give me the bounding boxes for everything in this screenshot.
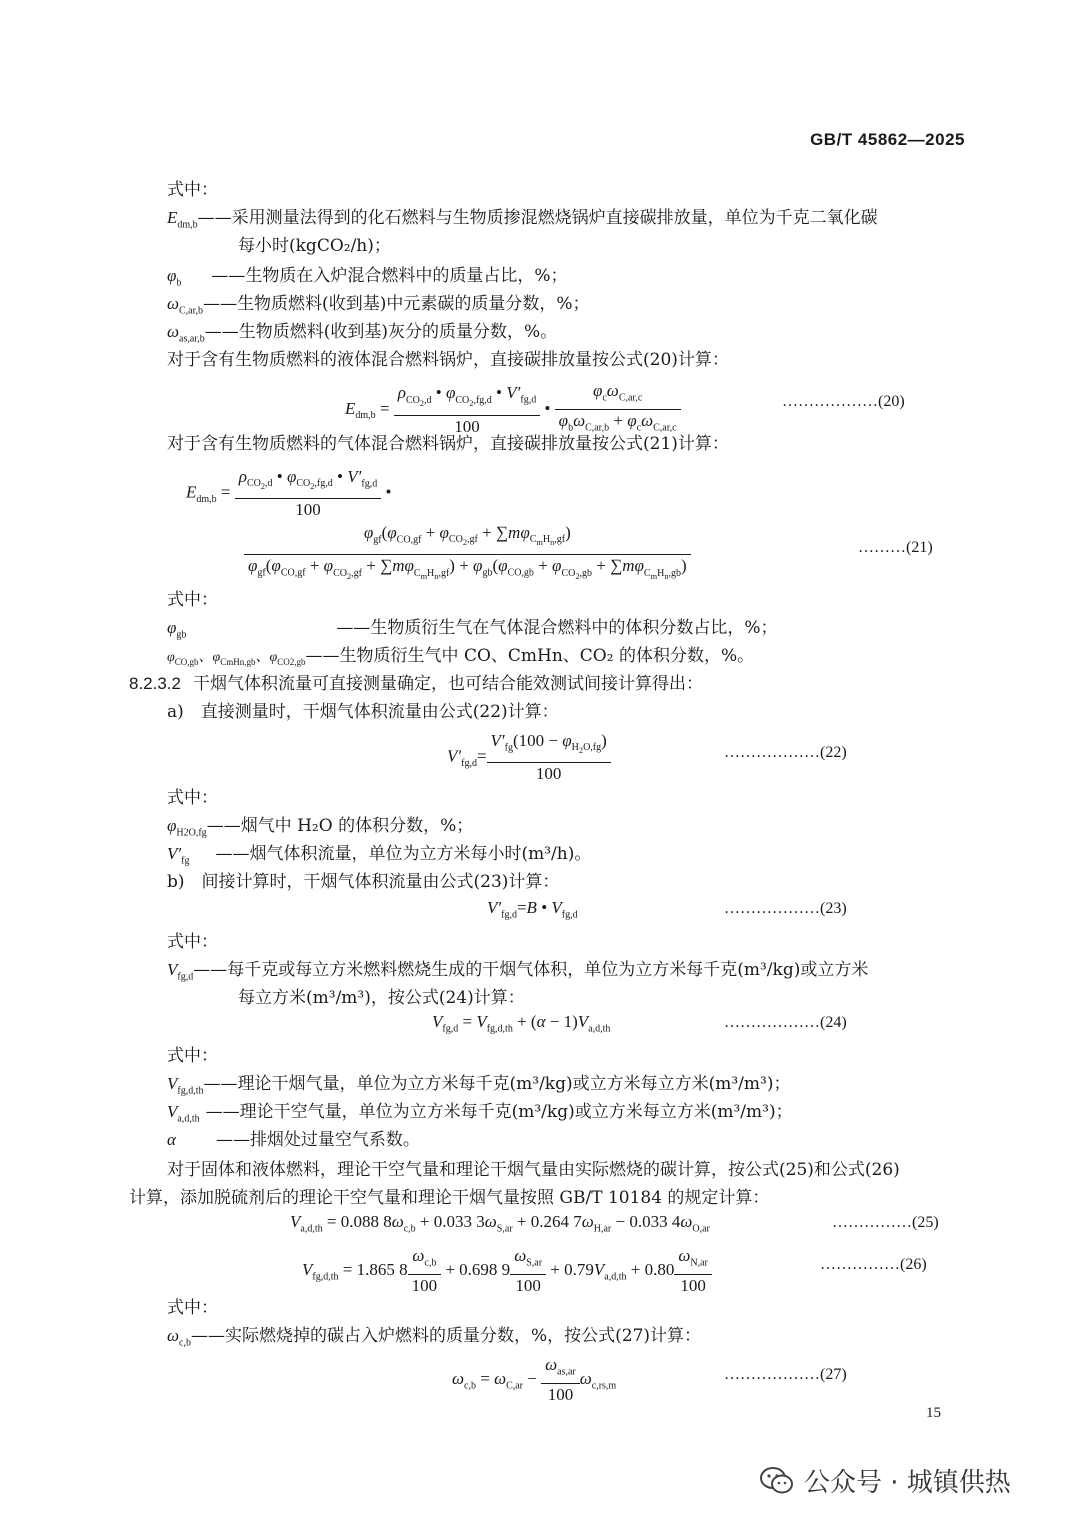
equation-27: $\omega_{c,b} = \omega_{C,ar}$ − $\frac{\omega_{as,ar}}{100}$ $\omega_{c,rs,m}$	[452, 1355, 617, 1405]
def-edmb-text: ——采用测量法得到的化石燃料与生物质掺混燃烧锅炉直接碳排放量，单位为千克二氧化碳	[197, 208, 878, 228]
def-wcb-text: ——实际燃烧掉的碳占入炉燃料的质量分数，%，按公式(27)计算：	[190, 1326, 702, 1346]
where-label: 式中：	[167, 180, 218, 200]
para-25-line2: 计算，添加脱硫剂后的理论干空气量和理论干烟气量按照 GB/T 10184 的规定计算：	[129, 1188, 770, 1208]
def-vfgd: $V_{fg,d}——$每千克或每立方米燃料燃烧生成的干烟气体积，单位为立方米每千克(m³/kg)或立方米	[167, 960, 869, 983]
eq20-den: 100	[454, 416, 480, 436]
def-wasarb: $\omega_{as,ar,b}——$生物质燃料(收到基)灰分的质量分数，%。	[167, 322, 558, 345]
def-phigb: $\varphi_{gb}$ ——生物质衍生气在气体混合燃料中的体积分数占比，%；	[167, 618, 778, 641]
section-text: 干烟气体积流量可直接测量确定，也可结合能效测试间接计算得出：	[193, 674, 703, 694]
def-vfgd-text: ——每千克或每立方米燃料燃烧生成的干烟气体积，单位为立方米每千克(m³/kg)或立方米	[193, 960, 869, 980]
equation-21-part2: $\varphi_{gf}(\varphi_{CO,gf} + \varphi_{CO_2,gf} + \sum m\varphi_{C_mH_n,gf})$ $\varphi_{gf}(\varphi_{CO,gf} + \varphi_{CO_2,gf} + \sum m\varphi_{C_mH_n,gf}) + \varphi_{gb}(\varphi_{CO,gb} + \varphi_{CO_2,gb} + \sum m\varphi_{C_mH_n,gb})$	[244, 522, 691, 588]
where-label-3: 式中：	[167, 788, 218, 808]
section-8-2-3-2	[129, 670, 703, 698]
def-wcb: $\omega_{c,b}——$实际燃烧掉的碳占入炉燃料的质量分数，%，按公式(27)计算：	[167, 1326, 702, 1349]
equation-26: $V_{fg,d,th} = 1.865$ 8 $\frac{\omega_{c,b}}{100}$ + 0.698 9 $\frac{\omega_{S,ar}}{100}$ + $0.79V_{a,d,th} + 0.80$ $\frac{\omega_{N,ar}}{100}$	[302, 1245, 712, 1297]
def-phico: $\varphi_{CO,gb}$、$\varphi_{CmHn,gb}$、$\varphi_{CO2,gb}——$生物质衍生气中 CO、CmHn、CO₂ 的体积分数，%。	[167, 646, 755, 667]
watermark	[760, 1462, 1011, 1499]
eq24-number: ………………(24)	[724, 1014, 847, 1031]
equation-24: $V_{fg,d} = V_{fg,d,th} + (\alpha - 1)V_{a,d,th}$	[432, 1012, 611, 1035]
standard-number: GB/T 45862—2025	[810, 130, 965, 149]
gas-intro: 对于含有生物质燃料的气体混合燃料锅炉，直接碳排放量按公式(21)计算：	[167, 434, 729, 454]
def-wcarb: $\omega_{C,ar,b}——$生物质燃料(收到基)中元素碳的质量分数，%；	[167, 294, 590, 317]
item-a: a) 直接测量时，干烟气体积流量由公式(22)计算：	[167, 702, 559, 722]
eq26-den-3: 100	[680, 1276, 706, 1296]
def-wasarb-text: ——生物质燃料(收到基)灰分的质量分数，%。	[204, 322, 558, 342]
eq21-den: 100	[295, 500, 321, 520]
eq26-den-2: 100	[515, 1276, 541, 1296]
eq21-number: ………(21)	[858, 539, 933, 556]
def-vadth-text: ——理论干空气量，单位为立方米每千克(m³/kg)或立方米每立方米(m³/m³)；	[205, 1102, 793, 1122]
def-vfgdth: $V_{fg,d,th}——$理论干烟气量，单位为立方米每千克(m³/kg)或立方米每立方米(m³/m³)；	[167, 1074, 791, 1097]
def-vfgd-cont: 每立方米(m³/m³)，按公式(24)计算：	[238, 988, 525, 1008]
def-vadth: $V_{a,d,th}$ ——理论干空气量，单位为立方米每千克(m³/kg)或立方米每立方米(m³/m³)；	[167, 1102, 793, 1125]
eq22-den: 100	[535, 764, 562, 784]
def-edmb-cont: 每小时(kgCO₂/h)；	[238, 236, 391, 256]
eq26-den-1: 100	[411, 1276, 438, 1296]
def-alpha-text: ——排烟处过量空气系数。	[215, 1130, 420, 1150]
equation-22: $V'_{fg,d}=$ $\frac{V'_{fg}(100 - \varphi_{H_2O,fg})}{100}$	[447, 730, 611, 785]
equation-25: $V_{a,d,th} = 0.088$ $8\omega_{c,b} + 0.033$ $3\omega_{S,ar} + 0.264$ $7\omega_{H,ar} - 0.033$ $4\omega_{O,ar}$	[290, 1212, 710, 1235]
def-phigb-text: ——生物质衍生气在气体混合燃料中的体积分数占比，%；	[336, 618, 778, 638]
alpha-symbol: α	[167, 1130, 176, 1149]
eq27-den: 100	[547, 1385, 574, 1405]
section-number: 8.2.3.2	[129, 674, 181, 693]
where-label-2: 式中：	[167, 590, 218, 610]
equation-23: $V'_{fg,d}=B$ • $V_{fg,d}$	[487, 898, 578, 921]
eq22-number: ………………(22)	[724, 744, 847, 761]
def-vfgdth-text: ——理论干烟气量，单位为立方米每千克(m³/kg)或立方米每立方米(m³/m³)；	[203, 1074, 791, 1094]
wechat-icon	[760, 1466, 794, 1496]
page-number: 15	[926, 1405, 941, 1421]
where-label-5: 式中：	[167, 1046, 218, 1066]
eq20-number: ………………(20)	[782, 393, 905, 410]
def-edmb: $E_{dm,b}——$采用测量法得到的化石燃料与生物质掺混燃烧锅炉直接碳排放量，单位为千克二氧化碳	[167, 208, 878, 231]
where-label-6: 式中：	[167, 1298, 218, 1318]
eq26-number: ……………(26)	[820, 1256, 927, 1273]
eq27-number: ………………(27)	[724, 1366, 847, 1383]
para-25-line1: 对于固体和液体燃料，理论干空气量和理论干烟气量由实际燃烧的碳计算，按公式(25)和公式(26)	[167, 1160, 900, 1180]
def-phih2o: $\varphi_{H2O,fg}——$烟气中 H₂O 的体积分数，%；	[167, 816, 474, 839]
def-phih2o-text: ——烟气中 H₂O 的体积分数，%；	[206, 816, 474, 836]
eq23-number: ………………(23)	[724, 900, 847, 917]
eq25-number: ……………(25)	[832, 1214, 939, 1231]
def-phico-text: ——生物质衍生气中 CO、CmHn、CO₂ 的体积分数，%。	[305, 646, 755, 666]
where-label-4: 式中：	[167, 932, 218, 952]
equation-21-part1: $E_{dm,b}$ = $\frac{\rho_{CO_2,d} • \varphi_{CO_2,fg,d} • V'_{fg,d}}{100}$ •	[186, 467, 392, 520]
def-phib-text: ——生物质在入炉混合燃料中的质量占比，%；	[211, 266, 568, 286]
watermark-text: 公众号 · 城镇供热	[804, 1468, 1011, 1498]
item-b: b) 间接计算时，干烟气体积流量由公式(23)计算：	[167, 872, 560, 892]
def-vfg-text: ——烟气体积流量，单位为立方米每小时(m³/h)。	[215, 844, 592, 864]
def-vfg: $V'_{fg}$ ——烟气体积流量，单位为立方米每小时(m³/h)。	[167, 844, 592, 867]
def-wcarb-text: ——生物质燃料(收到基)中元素碳的质量分数，%；	[203, 294, 590, 314]
def-phib: $\varphi_b$ ——生物质在入炉混合燃料中的质量占比，%；	[167, 266, 568, 289]
equation-20: $E_{dm,b}$ = $\frac{\rho_{CO_2,d} • \varphi_{CO_2,fg,d} • V'_{fg,d}}{100}$ • $\frac{\varphi_c\omega_{C,ar,c}}{\varphi_b\omega_{C,ar,b} + \varphi_c\omega_{C,ar,c}}$	[345, 380, 681, 440]
liquid-intro: 对于含有生物质燃料的液体混合燃料锅炉，直接碳排放量按公式(20)计算：	[167, 350, 729, 370]
def-alpha	[167, 1126, 420, 1154]
